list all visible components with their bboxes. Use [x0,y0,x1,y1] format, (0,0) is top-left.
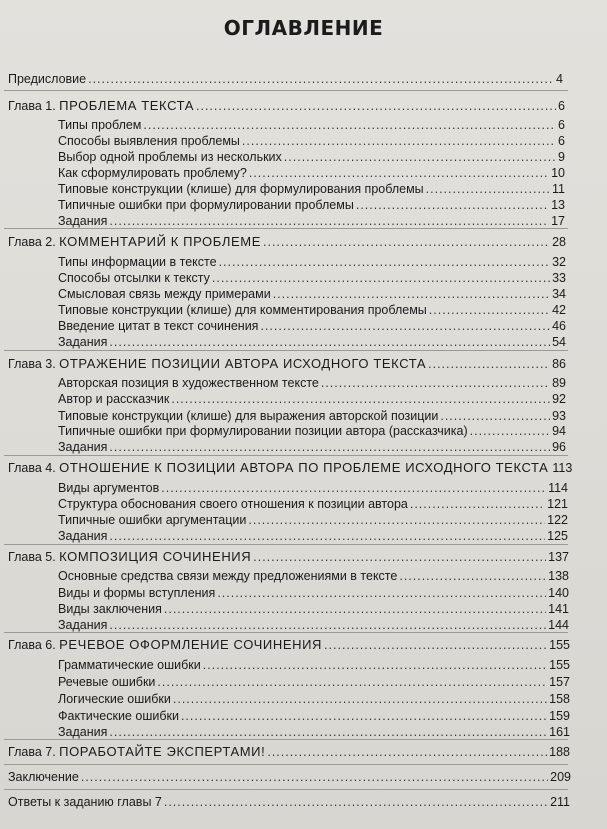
toc-entry-label: Как сформулировать проблему? [58,166,247,180]
toc-entry-label: Задания [58,440,108,454]
toc-subsection-row[interactable] [58,569,569,584]
toc-page-number: 9 [558,150,565,164]
toc-subsection-row[interactable] [58,319,566,334]
toc-page-number: 157 [549,675,570,689]
chapter-title: ПОРАБОТАЙТЕ ЭКСПЕРТАМИ! [59,744,266,759]
toc-entry-label [8,98,194,114]
toc-entry-label: Речевые ошибки [58,675,156,689]
dot-leader [399,569,546,584]
toc-subsection-row[interactable] [58,497,568,512]
toc-subsection-row[interactable] [58,166,565,181]
toc-subsection-row[interactable] [58,709,570,724]
toc-entry-label: Типичные ошибки при формулировании проблемы [58,198,354,212]
toc-entry-label: Способы отсылки к тексту [58,271,210,285]
section-divider [4,90,568,91]
toc-entry-label: Автор и рассказчик [58,392,170,406]
dot-leader [161,481,546,496]
toc-subsection-row[interactable] [58,618,569,633]
toc-page-number: 121 [547,497,568,511]
toc-page-number: 33 [552,271,566,285]
toc-chapter-row[interactable] [8,234,566,250]
toc-subsection-row[interactable] [58,118,565,133]
toc-subsection-row[interactable] [58,255,566,270]
dot-leader [410,497,545,512]
dot-leader [219,255,551,270]
toc-page-number: 6 [558,99,565,113]
toc-row[interactable] [8,770,571,785]
toc-entry-label: Типовые конструкции (клише) для формулирования проблемы [58,182,424,196]
toc-page-number: 4 [556,72,563,86]
dot-leader [428,357,550,372]
dot-leader [109,618,546,633]
toc-page-number: 11 [552,182,565,196]
toc-page-number: 17 [551,214,565,228]
toc-entry-label: Задания [58,335,108,349]
dot-leader [324,638,547,653]
dot-leader [273,287,550,302]
toc-entry-label: Смысловая связь между примерами [58,287,271,301]
toc-entry-label: Типы информации в тексте [58,255,217,269]
toc-page-number: 211 [550,795,570,809]
toc-page-number: 89 [552,376,566,390]
toc-page-number: 158 [549,692,570,706]
toc-page-number: 159 [549,709,570,723]
toc-chapter-row[interactable] [8,98,565,114]
toc-page-number: 32 [552,255,566,269]
dot-leader [109,440,550,455]
toc-subsection-row[interactable] [58,271,566,286]
toc-subsection-row[interactable] [58,424,566,439]
toc-chapter-row[interactable] [8,637,570,653]
page-title: ОГЛАВЛЕНИЕ [223,16,384,40]
toc-entry-label: Основные средства связи между предложениями в тексте [58,569,398,583]
toc-page-number: 10 [551,166,565,180]
chapter-number: Глава 1. [8,99,60,113]
toc-entry-label: Задания [58,618,108,632]
toc-entry-label: Виды и формы вступления [58,586,216,600]
toc-subsection-row[interactable] [58,513,568,528]
toc-entry-label [8,549,251,565]
toc-page-number: 161 [549,725,570,739]
dot-leader [171,392,550,407]
toc-entry-label: Введение цитат в текст сочинения [58,319,259,333]
dot-leader [284,150,556,165]
toc-page-number: 94 [552,424,566,438]
toc-entry-label: Типичные ошибки аргументации [58,513,247,527]
toc-entry-label: Грамматические ошибки [58,658,201,672]
toc-entry-label [8,234,261,250]
dot-leader [109,725,547,740]
toc-page-number: 138 [548,569,569,583]
toc-row[interactable] [8,72,563,87]
dot-leader [81,770,548,785]
chapter-number: Глава 4. [8,461,60,475]
toc-page-number: 6 [558,134,565,148]
dot-leader [260,319,550,334]
dot-leader [173,692,547,707]
toc-page-number: 28 [552,235,566,249]
toc-subsection-row[interactable] [58,440,566,455]
dot-leader [109,214,549,229]
toc-entry-label [8,356,426,372]
toc-page-number: 34 [552,287,566,301]
chapter-number: Глава 7. [8,745,60,759]
dot-leader [242,134,556,149]
toc-page-number: 13 [551,198,565,212]
dot-leader [321,376,550,391]
dot-leader [267,745,547,760]
toc-subsection-row[interactable] [58,214,565,229]
dot-leader [181,709,547,724]
dot-leader [470,424,550,439]
dot-leader [356,198,549,213]
dot-leader [109,335,550,350]
toc-chapter-row[interactable] [8,744,570,760]
section-divider [4,544,568,545]
toc-page-number: 6 [558,118,565,132]
toc-page-number: 114 [548,481,568,495]
toc-entry-label: Ответы к заданию главы 7 [8,795,162,809]
toc-page-number: 140 [548,586,569,600]
toc-entry-label: Фактические ошибки [58,709,179,723]
toc-entry-label: Типовые конструкции (клише) для комментирования проблемы [58,303,427,317]
dot-leader [157,675,547,690]
toc-page-number: 125 [547,529,568,543]
toc-page-number: 155 [549,658,570,672]
toc-page-number: 92 [552,392,566,406]
toc-page-number: 46 [552,319,566,333]
dot-leader [217,586,546,601]
dot-leader [212,271,550,286]
section-divider [4,455,568,456]
dot-leader [440,409,550,424]
toc-page-number: 54 [552,335,566,349]
toc-entry-label: Типичные ошибки при формулировании позиции автора (рассказчика) [58,424,468,438]
dot-leader [203,658,547,673]
dot-leader [263,235,550,250]
toc-subsection-row[interactable] [58,392,566,407]
toc-page-number: 209 [550,770,571,784]
dot-leader [143,118,556,133]
toc-page-number: 155 [549,638,570,652]
toc-subsection-row[interactable] [58,134,565,149]
dot-leader [164,602,546,617]
dot-leader [426,182,550,197]
toc-subsection-row[interactable] [58,675,570,690]
toc-subsection-row[interactable] [58,481,568,496]
toc-page-number: 86 [552,357,566,371]
toc-entry-label: Структура обоснования своего отношения к позиции автора [58,497,408,511]
toc-entry-label: Заключение [8,770,79,784]
toc-page-number: 42 [552,303,566,317]
toc-entry-label: Задания [58,529,108,543]
toc-entry-label: Типы проблем [58,118,142,132]
chapter-number: Глава 2. [8,235,60,249]
toc-page-number: 93 [552,409,566,423]
dot-leader [249,166,549,181]
toc-page-number: 137 [548,550,569,564]
toc-subsection-row[interactable] [58,529,568,544]
chapter-number: Глава 3. [8,357,60,371]
toc-entry-label: Способы выявления проблемы [58,134,240,148]
dot-leader [248,513,545,528]
toc-subsection-row[interactable] [58,376,566,391]
toc-page-number: 144 [548,618,569,632]
dot-leader [196,99,556,114]
toc-subsection-row[interactable] [58,335,566,350]
toc-subsection-row[interactable] [58,287,566,302]
dot-leader [109,529,545,544]
toc-chapter-row[interactable] [8,356,566,372]
toc-subsection-row[interactable] [58,692,570,707]
toc-entry-label [8,637,322,653]
dot-leader [253,550,546,565]
toc-entry-label: Выбор одной проблемы из нескольких [58,150,282,164]
toc-entry-label [8,744,265,760]
toc-subsection-row[interactable] [58,602,569,617]
toc-page-number: 96 [552,440,566,454]
toc-page-number: 141 [548,602,569,616]
toc-page-number: 122 [547,513,568,527]
chapter-title: КОММЕНТАРИЙ К ПРОБЛЕМЕ [59,234,262,249]
toc-entry-label: Типовые конструкции (клише) для выражения авторской позиции [58,409,439,423]
dot-leader [164,795,548,810]
toc-subsection-row[interactable] [58,150,565,165]
section-divider [4,350,568,351]
chapter-number: Глава 5. [8,550,60,564]
chapter-title: ОТРАЖЕНИЕ ПОЗИЦИИ АВТОРА ИСХОДНОГО ТЕКСТА [59,356,427,371]
toc-entry-label: Виды аргументов [58,481,160,495]
dot-leader [429,303,550,318]
toc-subsection-row[interactable] [58,586,569,601]
toc-entry-label: Предисловие [8,72,87,86]
toc-row[interactable] [8,795,570,810]
toc-subsection-row[interactable] [58,725,570,740]
chapter-title: ПРОБЛЕМА ТЕКСТА [59,98,195,113]
chapter-title: ОТНОШЕНИЕ К ПОЗИЦИИ АВТОРА ПО ПРОБЛЕМЕ ИСХОДНОГО ТЕКСТА [59,460,549,475]
toc-page-number: 113 [552,461,573,475]
toc-subsection-row[interactable] [58,409,566,424]
toc-entry-label: Виды заключения [58,602,162,616]
section-divider [4,764,568,765]
toc-entry-label: Задания [58,214,108,228]
toc-entry-label: Авторская позиция в художественном тексте [58,376,319,390]
toc-subsection-row[interactable] [58,198,565,213]
toc-subsection-row[interactable] [58,303,566,318]
toc-chapter-row[interactable] [8,549,569,565]
toc-entry-label: Логические ошибки [58,692,171,706]
toc-page-number: 188 [549,745,570,759]
toc-entry-label [8,460,548,476]
toc-subsection-row[interactable] [58,658,570,673]
chapter-title: РЕЧЕВОЕ ОФОРМЛЕНИЕ СОЧИНЕНИЯ [59,637,323,652]
chapter-number: Глава 6. [8,638,60,652]
toc-chapter-row[interactable] [8,460,573,476]
toc-subsection-row[interactable] [58,182,565,197]
toc-entry-label: Задания [58,725,108,739]
dot-leader [88,72,554,87]
section-divider [4,789,568,790]
chapter-title: КОМПОЗИЦИЯ СОЧИНЕНИЯ [59,549,252,564]
